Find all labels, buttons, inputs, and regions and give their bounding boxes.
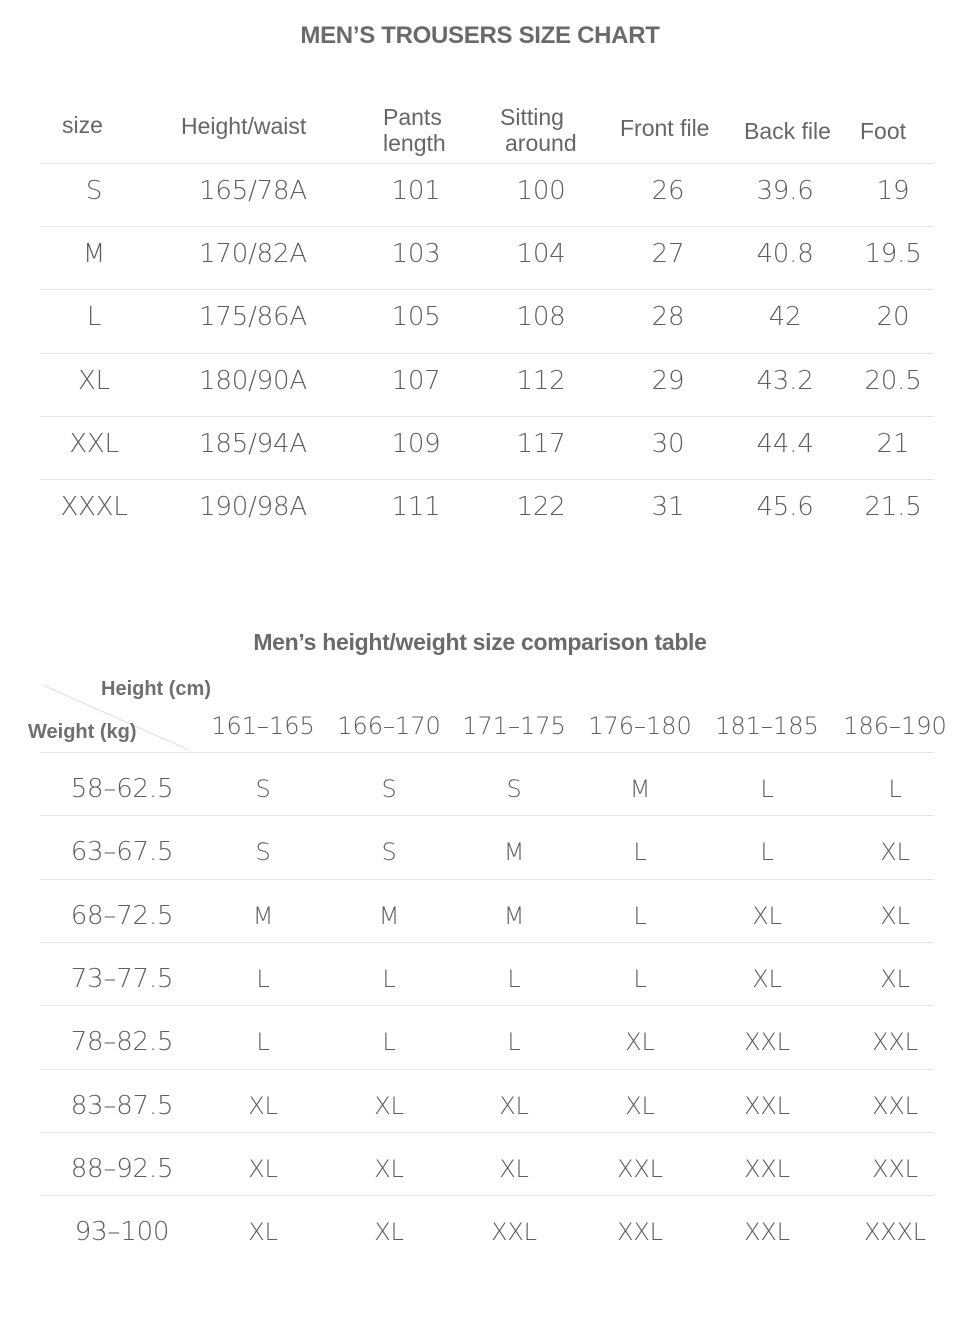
size-chart-row-rule <box>40 226 934 227</box>
size-chart-cell: 103 <box>391 239 441 270</box>
comparison-size-cell: XL <box>880 964 910 993</box>
height-range-header: 186–190 <box>843 712 947 740</box>
comparison-size-cell: L <box>760 838 774 867</box>
comparison-size-cell: XL <box>499 1091 529 1120</box>
size-chart-row-rule <box>40 416 934 417</box>
size-chart-cell: 185/94A <box>199 428 307 459</box>
size-chart-cell: 107 <box>391 365 441 396</box>
height-range-header: 181–185 <box>715 712 819 740</box>
height-range-header: 166–170 <box>337 712 441 740</box>
comparison-size-cell: S <box>381 838 397 867</box>
comparison-row-rule <box>40 879 934 880</box>
size-chart-row-rule <box>40 289 934 290</box>
comparison-size-cell: XL <box>374 1154 404 1183</box>
comparison-size-cell: L <box>256 1028 270 1057</box>
comparison-row-rule <box>40 1005 934 1006</box>
comparison-size-cell: S <box>255 775 271 803</box>
size-chart-cell: 100 <box>516 176 566 206</box>
header-front-file: Front file <box>620 115 710 141</box>
weight-range-label: 88–92.5 <box>70 1153 174 1184</box>
comparison-size-cell: XL <box>499 1154 529 1183</box>
comparison-size-cell: XXL <box>617 1154 663 1183</box>
size-chart-cell: 31 <box>651 492 685 522</box>
comparison-size-cell: XXL <box>872 1091 918 1120</box>
header-pants-length <box>383 104 446 156</box>
comparison-size-cell: XXL <box>617 1218 663 1247</box>
header-height-waist: Height/waist <box>181 113 307 139</box>
size-chart-cell: 43.2 <box>756 365 814 396</box>
weight-range-label: 83–87.5 <box>70 1090 174 1121</box>
comparison-size-cell: XL <box>248 1091 278 1120</box>
size-chart-cell: 101 <box>391 176 441 206</box>
header-sitting-around <box>500 104 577 156</box>
weight-range-label: 78–82.5 <box>70 1027 174 1058</box>
size-chart-row-rule <box>40 353 934 354</box>
comparison-row-rule <box>40 1195 934 1196</box>
comparison-size-cell: XL <box>625 1028 655 1057</box>
header-size: size <box>62 112 103 138</box>
comparison-size-cell: XXL <box>744 1218 790 1247</box>
size-chart-cell: 44.4 <box>756 428 814 459</box>
comparison-row-rule <box>40 1069 934 1070</box>
height-range-header: 161–165 <box>211 712 315 740</box>
size-chart-cell: XXL <box>69 428 119 459</box>
size-chart-cell: 117 <box>516 428 566 459</box>
height-range-header: 171–175 <box>462 712 566 740</box>
weight-axis-label: Weight (kg) <box>28 721 137 743</box>
weight-range-label: 63–67.5 <box>70 837 174 868</box>
header-pants-length-line2: length <box>383 130 446 156</box>
size-chart-cell: 122 <box>516 492 566 522</box>
comparison-size-cell: XL <box>248 1218 278 1247</box>
size-chart-cell: XXXL <box>60 492 128 522</box>
weight-range-label: 93–100 <box>74 1217 170 1248</box>
comparison-size-cell: L <box>633 901 647 930</box>
comparison-size-cell: M <box>378 901 400 930</box>
comparison-header-rule <box>40 752 934 753</box>
size-chart-cell: 26 <box>651 176 685 206</box>
size-chart-cell: 180/90A <box>199 365 307 396</box>
size-chart-cell: 190/98A <box>199 492 307 522</box>
size-chart-cell: 175/86A <box>199 302 307 333</box>
comparison-size-cell: XL <box>880 901 910 930</box>
comparison-size-cell: M <box>503 901 525 930</box>
comparison-size-cell: L <box>256 964 270 993</box>
comparison-size-cell: XXL <box>744 1091 790 1120</box>
size-chart-cell: 21.5 <box>864 492 922 522</box>
size-chart-cell: 29 <box>651 365 685 396</box>
comparison-size-cell: XXL <box>744 1028 790 1057</box>
header-sitting-around-line1: Sitting <box>500 104 564 130</box>
comparison-size-cell: M <box>503 838 525 867</box>
comparison-table-title: Men’s height/weight size comparison table <box>253 629 707 655</box>
size-chart-cell: S <box>85 176 103 206</box>
size-chart-cell: M <box>82 239 106 270</box>
comparison-size-cell: XL <box>752 901 782 930</box>
comparison-size-cell: L <box>760 775 774 803</box>
comparison-size-cell: XL <box>374 1091 404 1120</box>
size-chart-cell: 19 <box>876 176 910 206</box>
comparison-size-cell: XXL <box>744 1154 790 1183</box>
size-chart-cell: 45.6 <box>756 492 814 522</box>
size-chart-cell: 20 <box>876 302 910 333</box>
size-chart-cell: 27 <box>651 239 685 270</box>
comparison-row-rule <box>40 1132 934 1133</box>
comparison-size-cell: XXL <box>491 1218 537 1247</box>
comparison-size-cell: L <box>382 1028 396 1057</box>
comparison-row-rule <box>40 942 934 943</box>
comparison-size-cell: L <box>633 838 647 867</box>
header-foot: Foot <box>860 118 907 144</box>
comparison-size-cell: M <box>252 901 274 930</box>
comparison-size-cell: XL <box>625 1091 655 1120</box>
size-chart-cell: 20.5 <box>864 365 922 396</box>
size-chart-cell: 30 <box>651 428 685 459</box>
comparison-size-cell: XL <box>752 964 782 993</box>
size-chart-cell: 109 <box>391 428 441 459</box>
size-chart-cell: 40.8 <box>756 239 814 270</box>
size-chart-cell: 104 <box>516 239 566 270</box>
comparison-size-cell: XXL <box>872 1154 918 1183</box>
header-back-file: Back file <box>744 118 831 144</box>
size-chart-cell: 19.5 <box>864 239 922 270</box>
comparison-size-cell: XL <box>248 1154 278 1183</box>
height-range-header: 176–180 <box>588 712 692 740</box>
weight-range-label: 73–77.5 <box>70 963 174 994</box>
comparison-row-rule <box>40 815 934 816</box>
size-chart-cell: 42 <box>768 302 802 333</box>
comparison-size-cell: L <box>888 775 902 803</box>
weight-range-label: 68–72.5 <box>70 900 174 931</box>
comparison-size-cell: M <box>629 775 651 803</box>
size-chart-header-rule <box>40 163 934 164</box>
size-chart-cell: 39.6 <box>756 176 814 206</box>
header-pants-length-line1: Pants <box>383 104 442 130</box>
size-chart-cell: L <box>86 302 102 333</box>
size-chart-cell: 21 <box>876 428 910 459</box>
comparison-size-cell: S <box>381 775 397 803</box>
size-chart-row-rule <box>40 479 934 480</box>
comparison-size-cell: XL <box>880 838 910 867</box>
comparison-size-cell: L <box>507 1028 521 1057</box>
size-chart-cell: 165/78A <box>199 176 307 206</box>
size-chart-cell: 111 <box>391 492 441 522</box>
size-chart-cell: 105 <box>391 302 441 333</box>
comparison-size-cell: S <box>506 775 522 803</box>
height-axis-label: Height (cm) <box>101 678 211 700</box>
size-chart-cell: 170/82A <box>199 239 307 270</box>
comparison-size-cell: XXL <box>872 1028 918 1057</box>
comparison-size-cell: L <box>633 964 647 993</box>
comparison-size-cell: L <box>382 964 396 993</box>
comparison-size-cell: XL <box>374 1218 404 1247</box>
comparison-size-cell: S <box>255 838 271 867</box>
comparison-size-cell: L <box>507 964 521 993</box>
header-sitting-around-line2: around <box>505 130 577 156</box>
size-chart-cell: 28 <box>651 302 685 333</box>
size-chart-title: MEN’S TROUSERS SIZE CHART <box>300 22 660 49</box>
size-chart-cell: XL <box>78 365 110 396</box>
comparison-size-cell: XXXL <box>864 1218 926 1247</box>
size-chart-cell: 108 <box>516 302 566 333</box>
size-chart-cell: 112 <box>516 365 566 396</box>
weight-range-label: 58–62.5 <box>70 774 174 804</box>
